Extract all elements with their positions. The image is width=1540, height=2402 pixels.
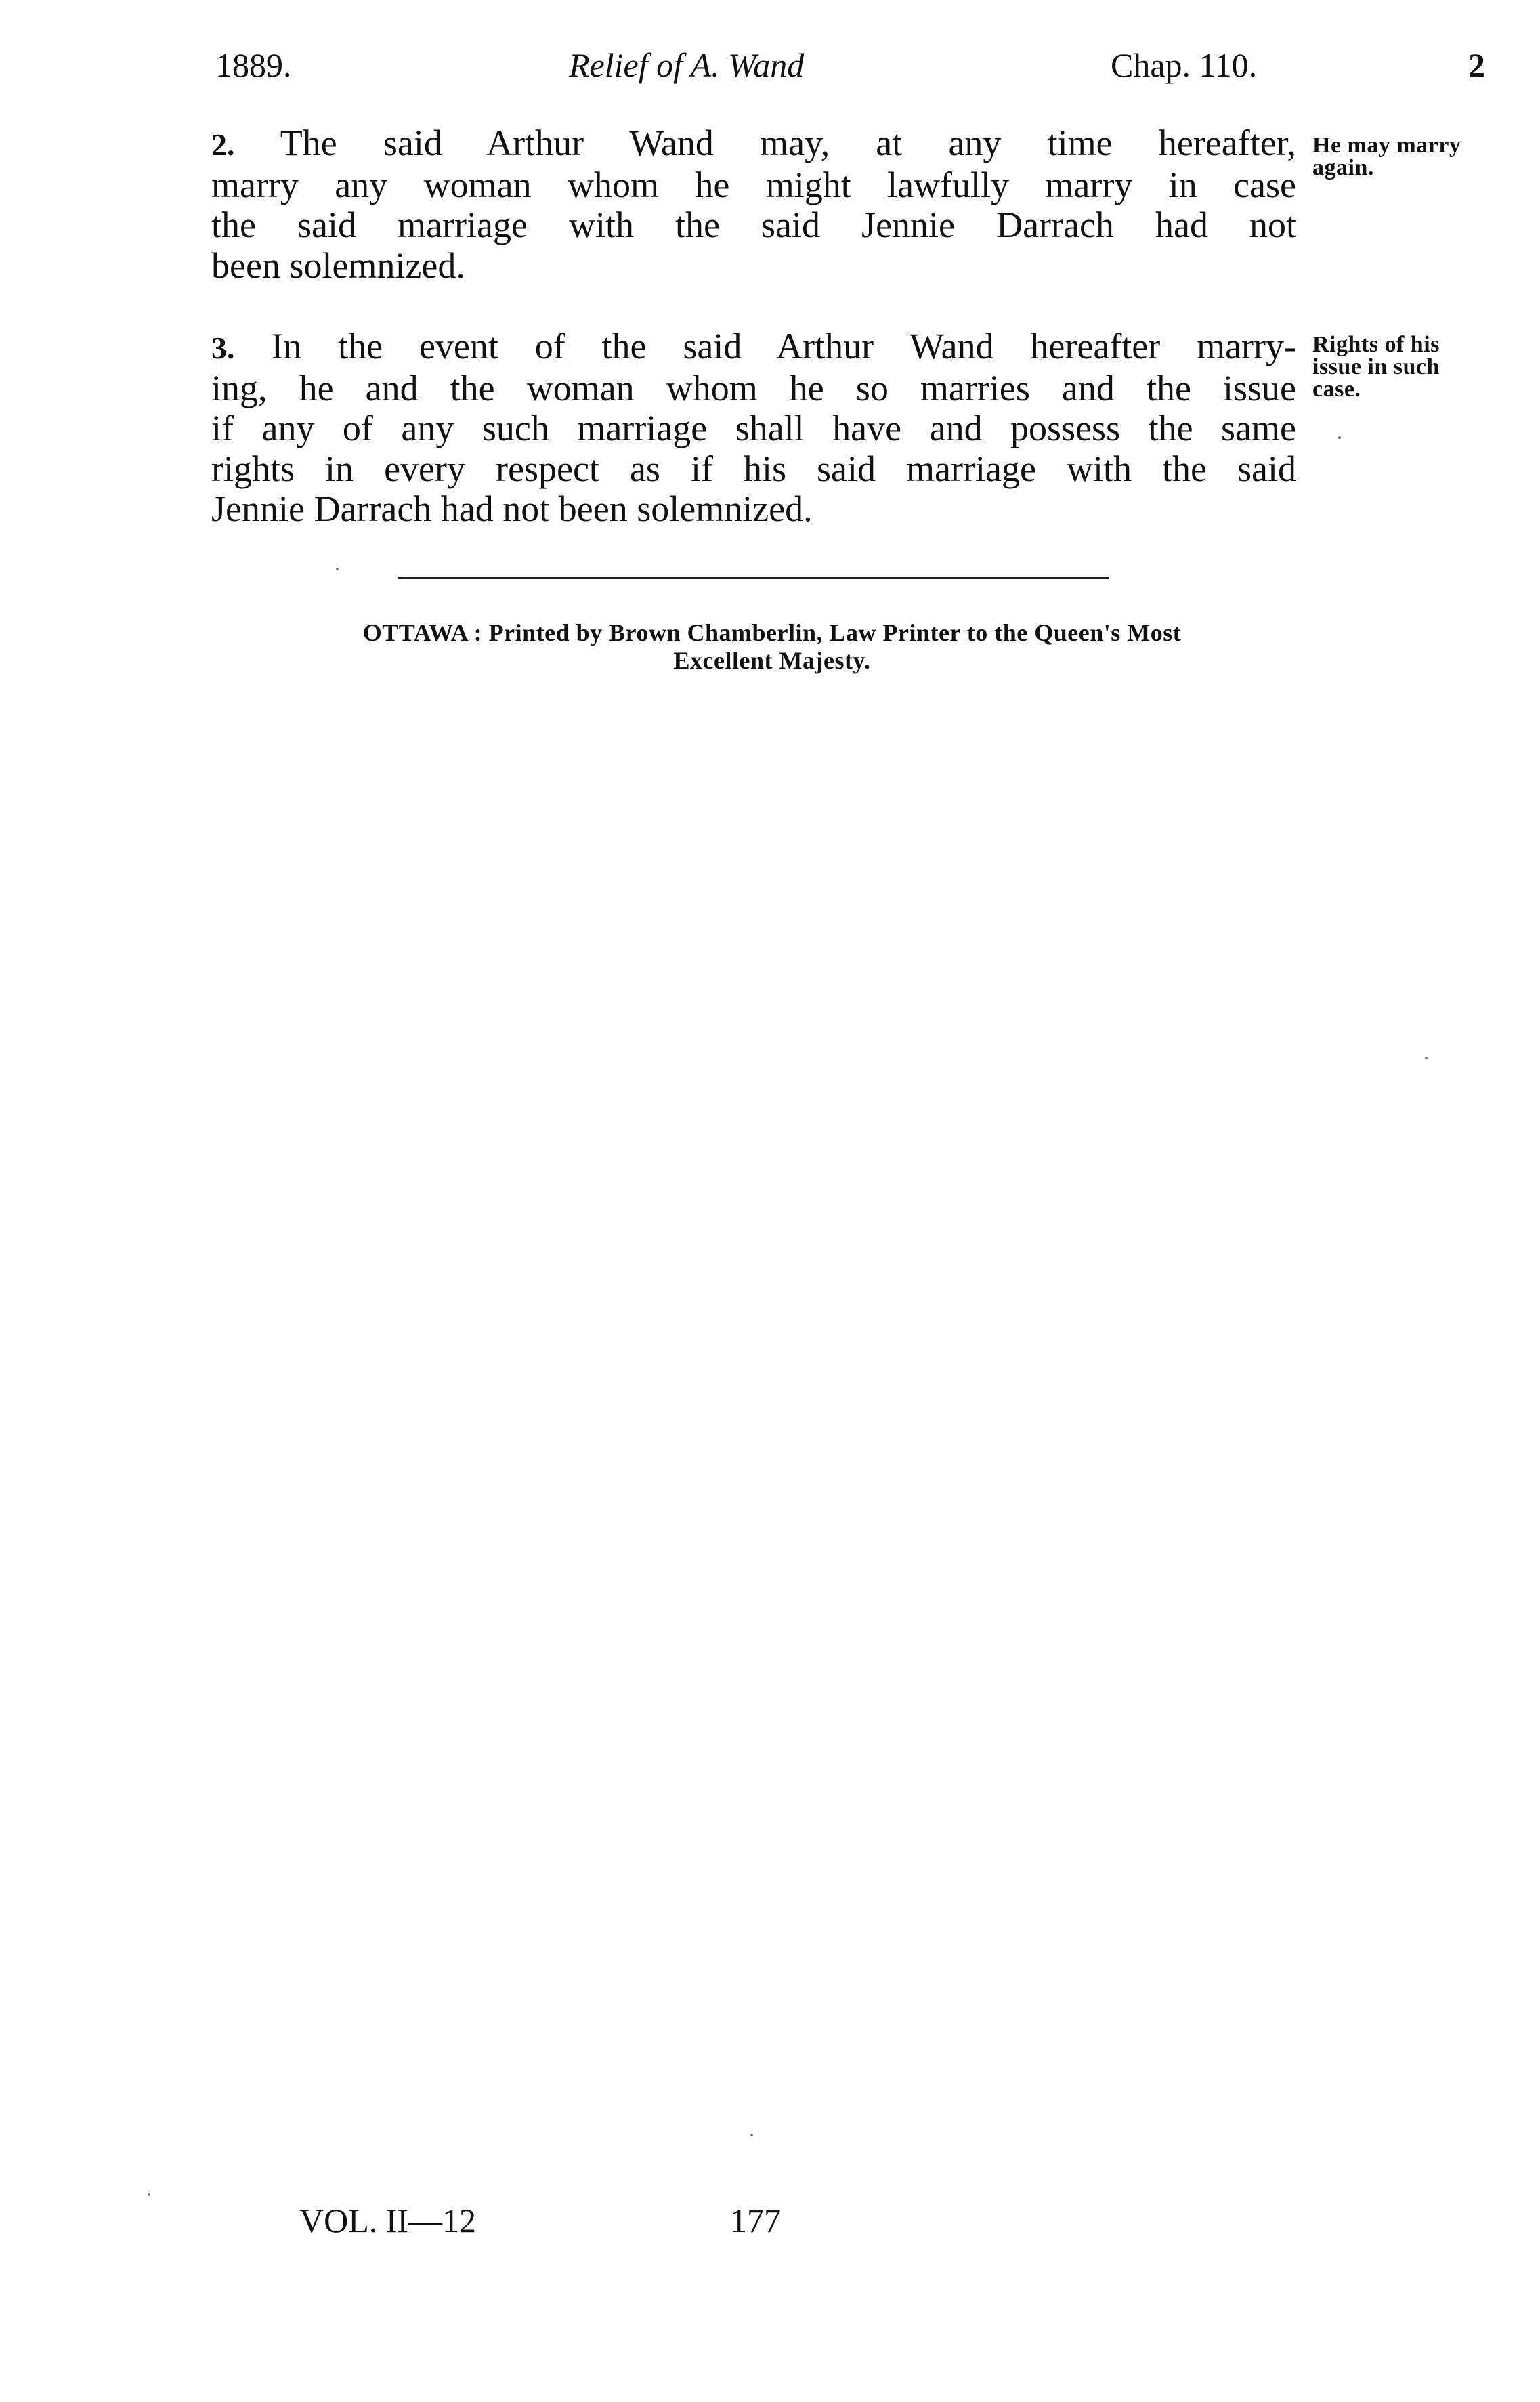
margin-note-line: case.: [1312, 377, 1361, 402]
section-line: Jennie Darrach had not been solemnized.: [211, 488, 813, 529]
section-line-text: In the event of the said Arthur Wand hereafter marry-: [271, 326, 1297, 366]
section-line: if any of any such marriage shall have and possess the same: [211, 408, 1296, 448]
footer-volume: VOL. II—12: [299, 2201, 477, 2239]
header-page-marker: 2: [1468, 46, 1485, 84]
printer-imprint: [203, 619, 1341, 675]
footer-page-number: 177: [730, 2201, 781, 2239]
horizontal-rule: [398, 577, 1109, 579]
header-title: Relief of A. Wand: [569, 46, 805, 84]
section-line: rights in every respect as if his said marriage with the said: [211, 448, 1296, 489]
imprint-line-1: OTTAWA : Printed by Brown Chamberlin, Law Printer to the Queen's Most: [362, 619, 1182, 646]
margin-note-line: again.: [1312, 155, 1374, 180]
header-year: 1889.: [215, 46, 292, 84]
scan-speck: [750, 2134, 753, 2136]
section-line-text: The said Arthur Wand may, at any time hereafter,: [280, 123, 1296, 163]
imprint-line-2: Excellent Majesty.: [673, 647, 871, 674]
section-line: ing, he and the woman whom he so marries and the issue: [211, 367, 1296, 408]
section-3: [211, 326, 1296, 530]
margin-note-line: issue in such: [1312, 354, 1440, 379]
section-number: 2.: [211, 127, 235, 162]
section-2: [211, 123, 1296, 286]
margin-note-line: Rights of his: [1312, 332, 1440, 357]
section-line: been solemnized.: [211, 245, 465, 286]
section-line: [211, 123, 1296, 165]
scan-speck: [1425, 1057, 1428, 1059]
scan-speck: [336, 568, 339, 570]
section-line: marry any woman whom he might lawfully marry in case: [211, 164, 1296, 205]
scan-speck: [1338, 436, 1341, 439]
header-chapter: Chap. 110.: [1111, 46, 1258, 84]
section-number: 3.: [211, 331, 235, 365]
margin-note-section-2: [1312, 134, 1516, 179]
margin-note-section-3: [1312, 333, 1516, 400]
section-line: the said marriage with the said Jennie Darrach had not: [211, 205, 1296, 245]
scan-speck: [148, 2193, 150, 2196]
margin-note-line: He may marry: [1312, 133, 1461, 158]
section-line: [211, 326, 1296, 368]
